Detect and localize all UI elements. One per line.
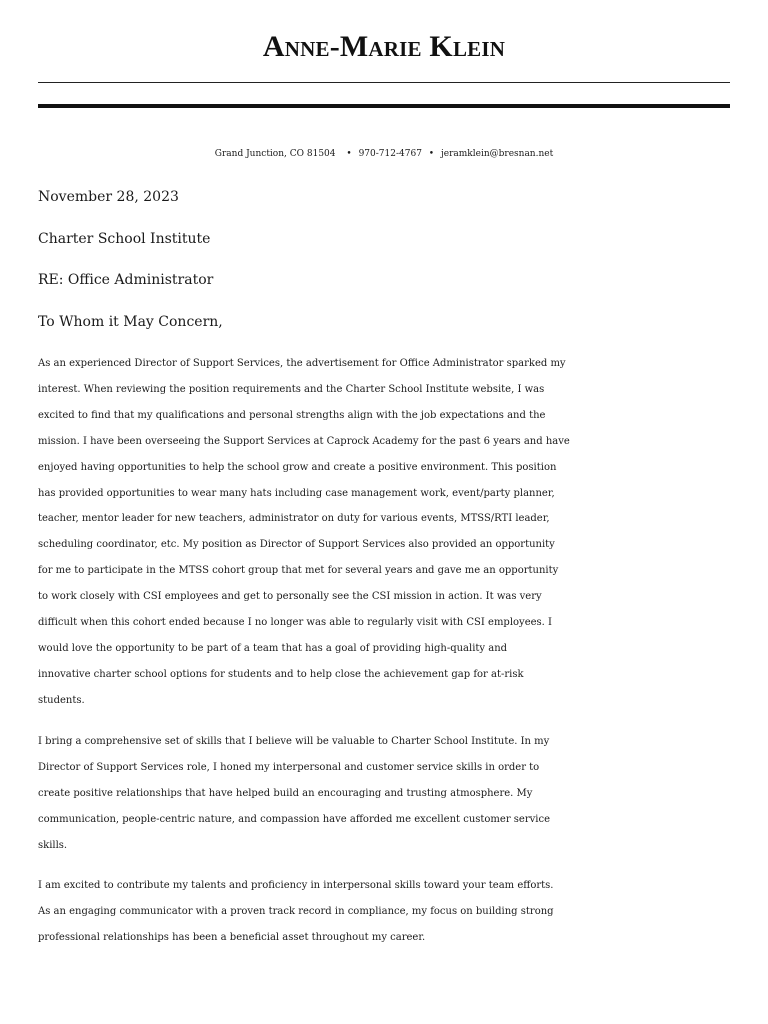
paragraph-line: professional relationships has been a beneficial asset throughout my career.	[38, 931, 426, 943]
paragraph-line: excited to find that my qualifications and personal strengths align with the job expectations and the	[38, 409, 546, 421]
body-paragraph-2	[38, 729, 738, 859]
paragraph-line: innovative charter school options for students and to help close the achievement gap for at-risk	[38, 668, 524, 680]
paragraph-line: would love the opportunity to be part of a team that has a goal of providing high-quality and	[38, 642, 508, 654]
letter-date: November 28, 2023	[38, 189, 179, 205]
paragraph-line: for me to participate in the MTSS cohort group that met for several years and gave me an opportunity	[38, 565, 559, 577]
letter-recipient: Charter School Institute	[38, 231, 211, 247]
paragraph-line: skills.	[38, 839, 68, 851]
paragraph-line: to work closely with CSI employees and get to personally see the CSI mission in action. It was very	[38, 591, 542, 603]
applicant-name: Anne-Marie Klein	[262, 30, 506, 63]
paragraph-line: difficult when this cohort ended because I no longer was able to regularly visit with CSI employees. I	[38, 617, 552, 629]
paragraph-line: As an engaging communicator with a proven track record in compliance, my focus on building strong	[38, 905, 554, 917]
contact-separator: •	[428, 149, 435, 159]
letter-subject: RE: Office Administrator	[38, 272, 214, 288]
paragraph-line: I bring a comprehensive set of skills that I believe will be valuable to Charter School Institute. In my	[38, 736, 550, 747]
contact-line	[0, 149, 768, 159]
paragraph-line: scheduling coordinator, etc. My position as Director of Support Services also provided an opportunity	[38, 539, 555, 551]
paragraph-line: mission. I have been overseeing the Support Services at Caprock Academy for the past 6 years and have	[38, 435, 570, 447]
paragraph-line: students.	[38, 694, 85, 706]
contact-phone: 970-712-4767	[358, 149, 422, 159]
paragraph-line: communication, people-centric nature, and compassion have afforded me excellent customer service	[38, 813, 550, 825]
paragraph-line: has provided opportunities to wear many hats including case management work, event/party planner,	[38, 487, 555, 499]
header-rule-thick	[38, 104, 730, 108]
paragraph-line: enjoyed having opportunities to help the school grow and create a positive environment. This position	[38, 461, 557, 473]
contact-email: jeramklein@bresnan.net	[440, 149, 554, 159]
paragraph-line: interest. When reviewing the position requirements and the Charter School Institute website, I was	[38, 383, 545, 395]
body-paragraph-1	[38, 351, 738, 714]
paragraph-line: Director of Support Services role, I honed my interpersonal and customer service skills in order to	[38, 761, 540, 773]
paragraph-line: I am excited to contribute my talents and proficiency in interpersonal skills toward your team efforts.	[38, 880, 554, 891]
paragraph-line: teacher, mentor leader for new teachers, administrator on duty for various events, MTSS/RTI leader,	[38, 513, 550, 525]
body-paragraph-3	[38, 873, 738, 951]
contact-location: Grand Junction, CO 81504	[214, 149, 336, 159]
header-rule-thin	[38, 82, 730, 83]
letter-salutation: To Whom it May Concern,	[38, 314, 223, 330]
paragraph-line: As an experienced Director of Support Services, the advertisement for Office Administrator sparked my	[38, 358, 566, 369]
contact-separator: •	[346, 149, 352, 159]
paragraph-line: create positive relationships that have helped build an encouraging and trusting atmosphere. My	[38, 787, 533, 799]
